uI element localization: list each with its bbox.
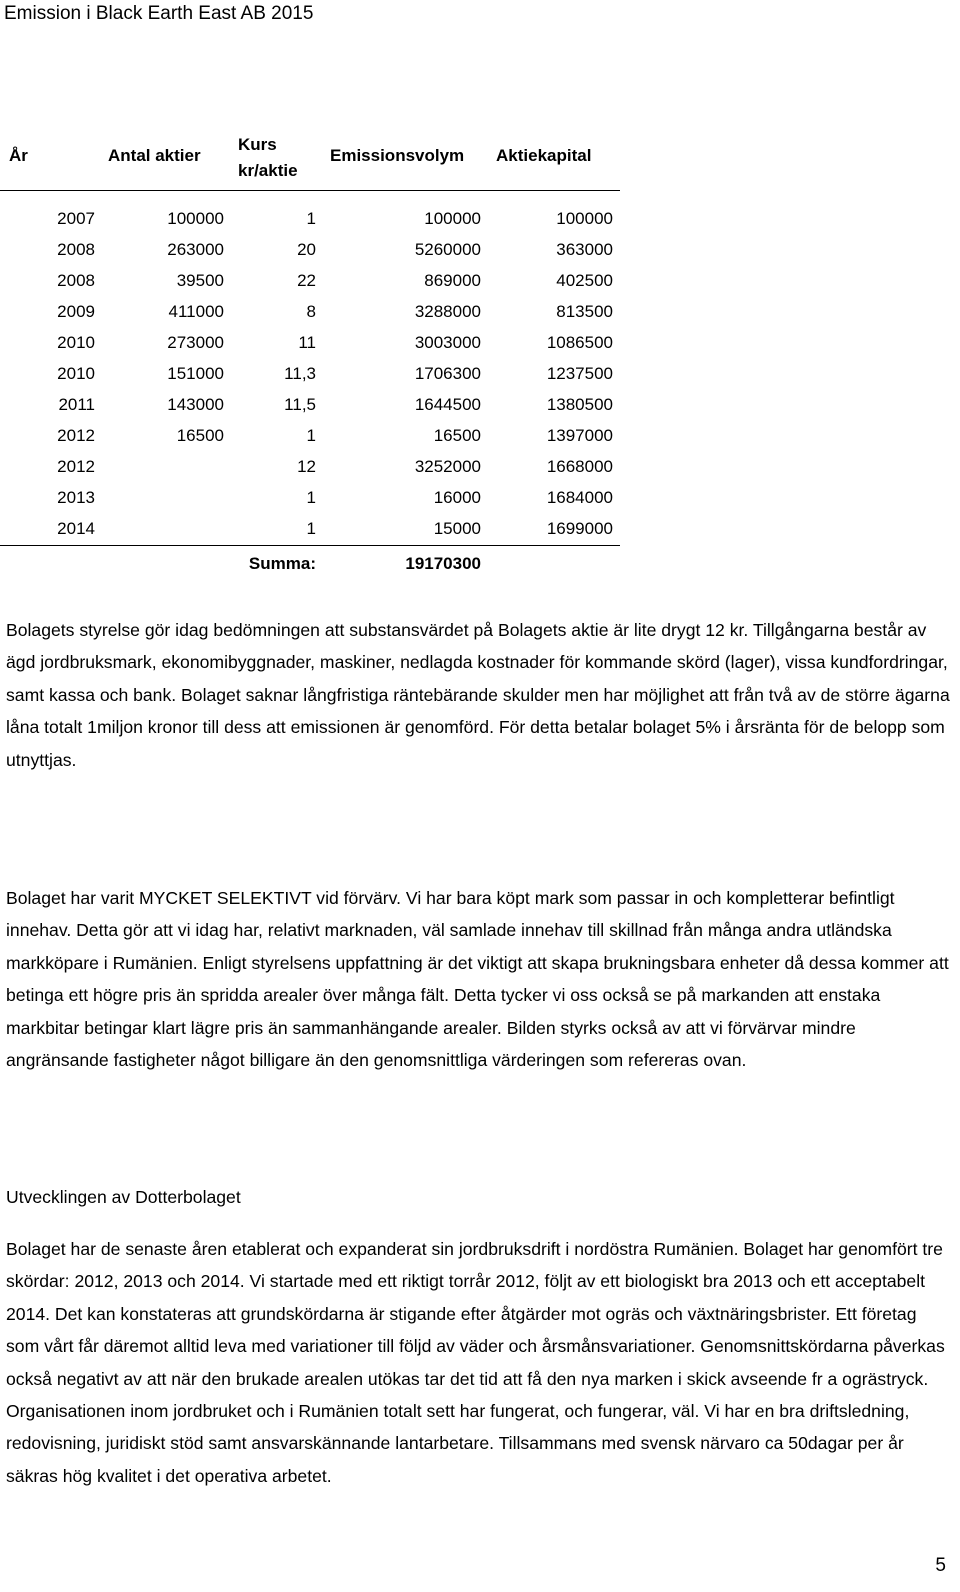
table-row [0,390,620,421]
paragraph-subsidiary: Bolaget har de senaste åren etablerat och expanderat sin jordbruksdrift i nordöstra Rumänien. Bolaget har genomfört tre skördar: 2012, 2013 och 2014. Vi startade med ett riktigt torrår 2012, följt av ett biologiskt bra 2013 och ett acceptabelt 2014. Det kan konstateras att grundskördarna är stigande efter åtgärder mot ogräs och växtnäringsbrister. Ett företag som vårt får däremot alltid leva med variationer till följd av väder och årsmånsvariationer. Genomsnittskördarna påverkas också negativt av att när den brukade arealen utökas tar det tid att få den nya marken i skick avseende fr a ogrästryck. Organisationen inom jordbruket och i Rumänien totalt sett har fungerat, och fungerar, väl. Vi har en bra driftsledning, redovisning, juridiskt stöd samt ansvarskännande lantarbetare. Tillsammans med svensk närvaro ca 50dagar per år säkras hög kvalitet i det operativa arbetet. [6,1239,945,1486]
cell-capital: 1699000 [546,519,613,538]
cell-volume: 3288000 [414,302,481,321]
sum-value: 19170300 [405,554,481,573]
cell-year: 2012 [57,457,95,476]
cell-price: 11,3 [284,364,316,383]
cell-volume: 3003000 [414,333,481,352]
header-price-line1: Kurs [238,135,277,154]
cell-price: 1 [306,488,316,507]
cell-price: 11 [298,333,316,352]
table-row [0,328,620,359]
cell-volume: 869000 [424,271,481,290]
cell-year: 2010 [57,333,95,352]
table-row [0,235,620,266]
table-row [0,514,620,545]
cell-price: 8 [306,302,316,321]
table-row [0,359,620,390]
table-row [0,204,620,235]
table-header [0,128,620,191]
header-year: År [9,146,28,165]
cell-capital: 1086500 [546,333,613,352]
table-row [0,266,620,297]
sum-label: Summa: [248,554,316,573]
header-price [238,132,298,184]
cell-shares: 143000 [167,395,224,414]
cell-shares: 151000 [167,364,224,383]
cell-capital: 813500 [556,302,613,321]
cell-shares: 273000 [167,333,224,352]
header-capital: Aktiekapital [496,146,592,165]
cell-price: 22 [297,271,316,290]
cell-shares: 263000 [167,240,224,259]
cell-volume: 5260000 [414,240,481,259]
page-number: 5 [935,1555,946,1576]
table-row [0,421,620,452]
cell-shares: 411000 [168,302,224,321]
header-shares: Antal aktier [108,146,201,165]
cell-year: 2012 [57,426,95,445]
cell-capital: 1684000 [546,488,613,507]
header-volume: Emissionsvolym [330,146,465,165]
document-title: Emission i Black Earth East AB 2015 [4,3,314,24]
cell-price: 1 [306,209,316,228]
section-heading: Utvecklingen av Dotterbolaget [6,1187,241,1207]
cell-volume: 1644500 [414,395,481,414]
cell-shares: 100000 [167,209,224,228]
table-row [0,297,620,328]
cell-volume: 16000 [433,488,481,507]
cell-volume: 100000 [424,209,481,228]
cell-capital: 100000 [556,209,613,228]
cell-volume: 15000 [433,519,481,538]
paragraph-substance-value: Bolagets styrelse gör idag bedömningen att substansvärdet på Bolagets aktie är lite drygt 12 kr. Tillgångarna består av ägd jordbruksmark, ekonomibyggnader, maskiner, nedlagda kostnader för kommande skörd (lager), vissa kundfordringar, samt kassa och bank. Bolaget saknar långfristiga räntebärande skulder men har möjlighet att från två av de större ägarna låna totalt 1miljon kronor till dess att emissionen är genomförd. För detta betalar bolaget 5% i årsränta för de belopp som utnyttjas. [6,620,950,770]
cell-capital: 363000 [556,240,613,259]
cell-year: 2011 [58,395,95,414]
cell-volume: 3252000 [414,457,481,476]
paragraph-acquisitions: Bolaget har varit MYCKET SELEKTIVT vid förvärv. Vi har bara köpt mark som passar in och kompletterar befintligt innehav. Detta gör att vi idag har, relativt marknaden, väl samlade innehav till skillnad från många andra utländska markköpare i Rumänien. Enligt styrelsens uppfattning är det viktigt att skapa brukningsbara enheter då dessa kommer att betinga ett högre pris än spridda arealer över många fält. Detta tycker vi oss också se på markanden att enstaka markbitar betingar klart lägre pris än sammanhängande arealer. Bilden styrks också av att vi förvärvar mindre angränsande fastigheter något billigare än den genomsnittliga värderingen som refereras ovan. [6,888,949,1071]
cell-price: 20 [297,240,316,259]
cell-year: 2014 [57,519,95,538]
emission-table [0,128,620,580]
cell-shares: 39500 [176,271,224,290]
header-price-line2: kr/aktie [238,161,298,180]
cell-price: 11,5 [284,395,316,414]
cell-volume: 16500 [433,426,481,445]
cell-volume: 1706300 [414,364,481,383]
cell-year: 2008 [57,271,95,290]
cell-capital: 1668000 [546,457,613,476]
cell-capital: 1237500 [546,364,613,383]
table-row [0,452,620,483]
cell-capital: 402500 [556,271,613,290]
cell-year: 2007 [57,209,95,228]
table-body [0,191,620,546]
cell-price: 1 [306,426,316,445]
cell-year: 2008 [57,240,95,259]
cell-price: 1 [306,519,316,538]
sum-row [0,546,620,580]
cell-shares: 16500 [176,426,224,445]
cell-year: 2009 [57,302,95,321]
table-row [0,483,620,514]
cell-price: 12 [297,457,316,476]
cell-year: 2010 [57,364,95,383]
cell-capital: 1397000 [546,426,613,445]
cell-year: 2013 [57,488,95,507]
cell-capital: 1380500 [546,395,613,414]
